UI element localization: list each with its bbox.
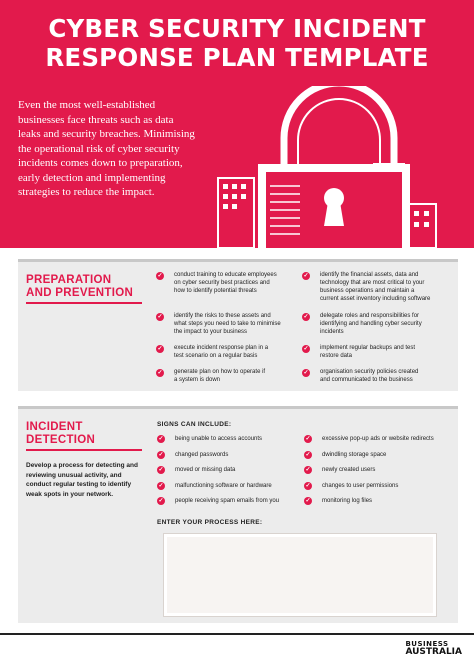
check-icon: ✓ (303, 273, 309, 279)
preparation-card: PREPARATION AND PREVENTION ✓ conduct training to educate employees on cyber security best practices and how to identify potential threats ✓ identify the risks to these assets and what steps you need to take to minimise the impact to your business ✓ execute incident response plan in a test scenario on a regular basis ✓ generate plan on how to operate if a system is down ✓ identify the financial assets, data and technology that are most critical to your business operations and maintain a current asset inventory including software ✓ delegate roles and responsibilities for identifying and handling cyber security incidents ✓ implement regular backups and test restore data ✓ organisation security policies created and communicated to the business (18, 259, 458, 391)
check-icon: ✓ (158, 467, 164, 473)
incident-detection-card: INCIDENT DETECTION Develop a process for detecting and reviewing unusual activity, and conduct regular testing to identify weak spots in your network. SIGNS CAN INCLUDE: ✓ being unable to access accounts ✓ changed passwords ✓ moved or missing data ✓ malfunctioning software or hardware ✓ people receiving spam emails from you ✓ excessive pop-up ads or website redirects ✓ dwindling storage space ✓ newly created users ✓ changes to user permissions ✓ monitoring log files ENTER YOUR PROCESS HERE: (18, 406, 458, 623)
check-icon: ✓ (157, 314, 163, 320)
check-icon: ✓ (157, 370, 163, 376)
heading-underline (26, 449, 142, 451)
check-icon: ✓ (303, 370, 309, 376)
check-icon: ✓ (305, 467, 311, 473)
process-label: ENTER YOUR PROCESS HERE: (157, 519, 263, 526)
intro-paragraph: Even the most well-established businesses face threats such as data leaks and security breaches. Minimising the operational risk of cyber security incidents comes down to preparation, early detection and implementing strategies to reduce the impact. (18, 99, 195, 198)
page-title (0, 14, 474, 72)
business-australia-logo: BUSINESS AUSTRALIA (405, 640, 462, 657)
check-icon: ✓ (158, 452, 164, 458)
check-icon: ✓ (303, 346, 309, 352)
footer-divider (0, 633, 474, 635)
title-line-2: RESPONSE PLAN TEMPLATE (45, 43, 429, 72)
padlock-and-buildings-illustration (214, 86, 464, 248)
incident-description: Develop a process for detecting and reviewing unusual activity, and conduct regular testing to identify weak spots in your network. (26, 462, 138, 498)
signs-title: SIGNS CAN INCLUDE: (157, 421, 232, 428)
check-icon: ✓ (158, 483, 164, 489)
check-icon: ✓ (305, 498, 311, 504)
title-line-1: CYBER SECURITY INCIDENT (48, 14, 426, 43)
hero-banner (0, 0, 474, 248)
process-input-box[interactable] (163, 533, 437, 617)
check-icon: ✓ (305, 483, 311, 489)
check-icon: ✓ (157, 346, 163, 352)
check-icon: ✓ (303, 314, 309, 320)
preparation-heading: PREPARATION AND PREVENTION (26, 274, 134, 299)
check-icon: ✓ (158, 498, 164, 504)
check-icon: ✓ (157, 273, 163, 279)
check-icon: ✓ (158, 436, 164, 442)
check-icon: ✓ (305, 452, 311, 458)
heading-underline (26, 302, 142, 304)
incident-heading: INCIDENT DETECTION (26, 421, 96, 446)
check-icon: ✓ (305, 436, 311, 442)
